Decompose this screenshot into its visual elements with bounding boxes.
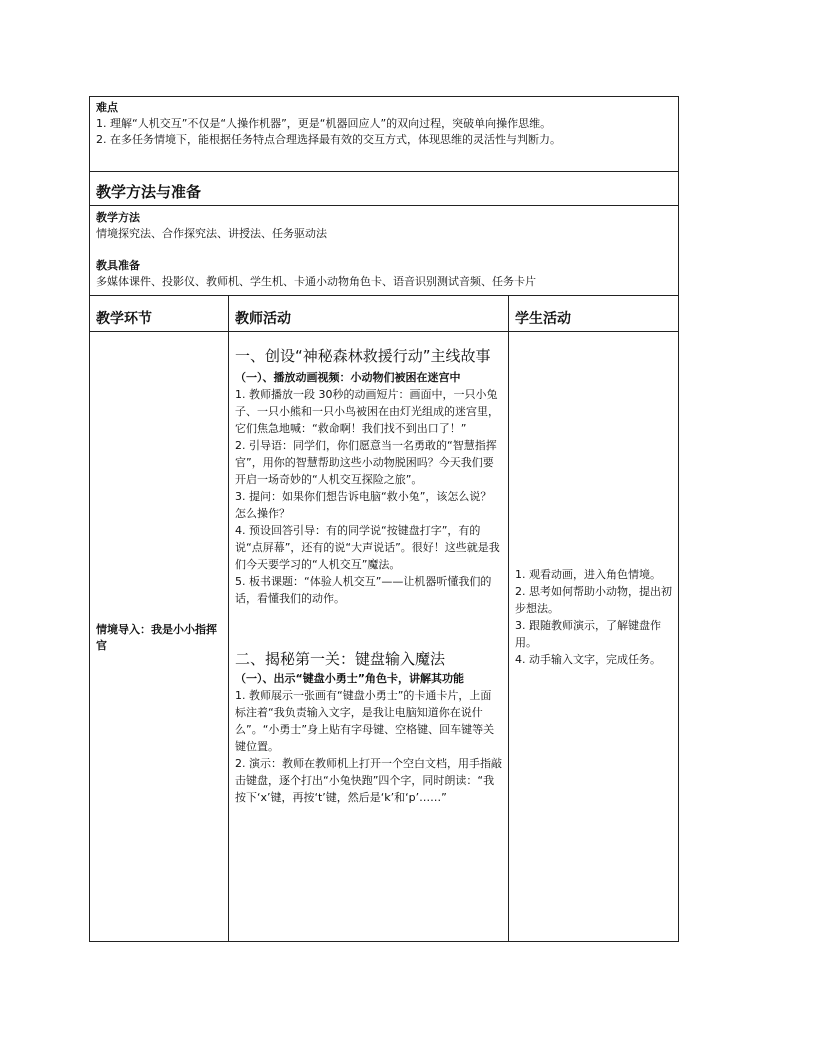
method-label: 教学方法 xyxy=(96,211,140,224)
section2-item-1: 1. 教师展示一张画有“键盘小勇士”的卡通卡片，上面标注着“我负责输入文字，是我让电脑知道你在说什么”。“小勇士”身上贴有字母键、空格键、回车键等关键位置。 xyxy=(235,689,495,753)
section2-item-2: 2. 演示：教师在教师机上打开一个空白文档，用手指敲击键盘，逐个打出“小兔快跑”四个字，同时朗读：“我按下‘x’键，再按‘t’键，然后是‘k’和‘p’……” xyxy=(235,757,502,804)
methods-title: 教学方法与准备 xyxy=(96,183,202,201)
difficulty-label: 难点 xyxy=(96,101,118,114)
stage-cell xyxy=(90,332,228,941)
method-text: 情境探究法、合作探究法、讲授法、任务驱动法 xyxy=(96,227,327,240)
lesson-plan-table xyxy=(89,96,679,942)
methods-content-row xyxy=(90,205,678,295)
section1-item-1: 1. 教师播放一段 30秒的动画短片：画面中，一只小兔子、一只小熊和一只小鸟被困在由灯光组成的迷宫里，它们焦急地喊：“救命啊！我们找不到出口了！” xyxy=(235,388,499,435)
section2-subtitle: （一）、出示“键盘小勇士”角色卡，讲解其功能 xyxy=(235,672,464,685)
student-list xyxy=(515,566,672,668)
difficulty-item-2: 2. 在多任务情境下，能根据任务特点合理选择最有效的交互方式，体现思维的灵活性与判断力。 xyxy=(96,133,561,146)
section1-subtitle: （一）、播放动画视频：小动物们被困在迷宫中 xyxy=(235,371,461,384)
student-item-2: 2. 思考如何帮助小动物，提出初步想法。 xyxy=(515,585,672,615)
header-stage: 教学环节 xyxy=(96,311,152,327)
student-item-4: 4. 动手输入文字，完成任务。 xyxy=(515,653,661,666)
table-content-row xyxy=(90,331,678,941)
section1-item-3: 3. 提问：如果你们想告诉电脑“救小兔”，该怎么说？怎么操作？ xyxy=(235,490,492,520)
methods-title-row xyxy=(90,171,678,205)
section1-item-4: 4. 预设回答引导：有的同学说“按键盘打字”，有的说“点屏幕”，还有的说“大声说话”。很好！这些就是我们今天要学习的“人机交互”魔法。 xyxy=(235,524,500,571)
section1-item-2: 2. 引导语：同学们，你们愿意当一名勇敢的“智慧指挥官”，用你的智慧帮助这些小动物脱困吗？今天我们要开启一场奇妙的“人机交互探险之旅”。 xyxy=(235,439,497,486)
teacher-cell xyxy=(228,332,508,941)
stage-text: 情境导入：我是小小指挥官 xyxy=(96,623,217,652)
student-item-3: 3. 跟随教师演示，了解键盘作用。 xyxy=(515,619,661,649)
section1-title: 一、创设“神秘森林救援行动”主线故事 xyxy=(235,347,491,365)
section2-title: 二、揭秘第一关：键盘输入魔法 xyxy=(235,650,446,668)
difficulty-row xyxy=(90,97,678,171)
tools-text: 多媒体课件、投影仪、教师机、学生机、卡通小动物角色卡、语音识别测试音频、任务卡片 xyxy=(96,275,536,288)
student-cell xyxy=(508,332,678,941)
spacer xyxy=(96,242,672,258)
section1-item-5: 5. 板书课题：“体验人机交互”——让机器听懂我们的话，看懂我们的动作。 xyxy=(235,575,492,605)
tools-label: 教具准备 xyxy=(96,259,140,272)
difficulty-item-1: 1. 理解“人机交互”不仅是“人操作机器”，更是“机器回应人”的双向过程，突破单向操作思维。 xyxy=(96,117,552,130)
header-student: 学生活动 xyxy=(508,296,678,331)
header-teacher: 教师活动 xyxy=(228,296,508,331)
student-item-1: 1. 观看动画，进入角色情境。 xyxy=(515,568,661,581)
table-header-row xyxy=(90,295,678,331)
